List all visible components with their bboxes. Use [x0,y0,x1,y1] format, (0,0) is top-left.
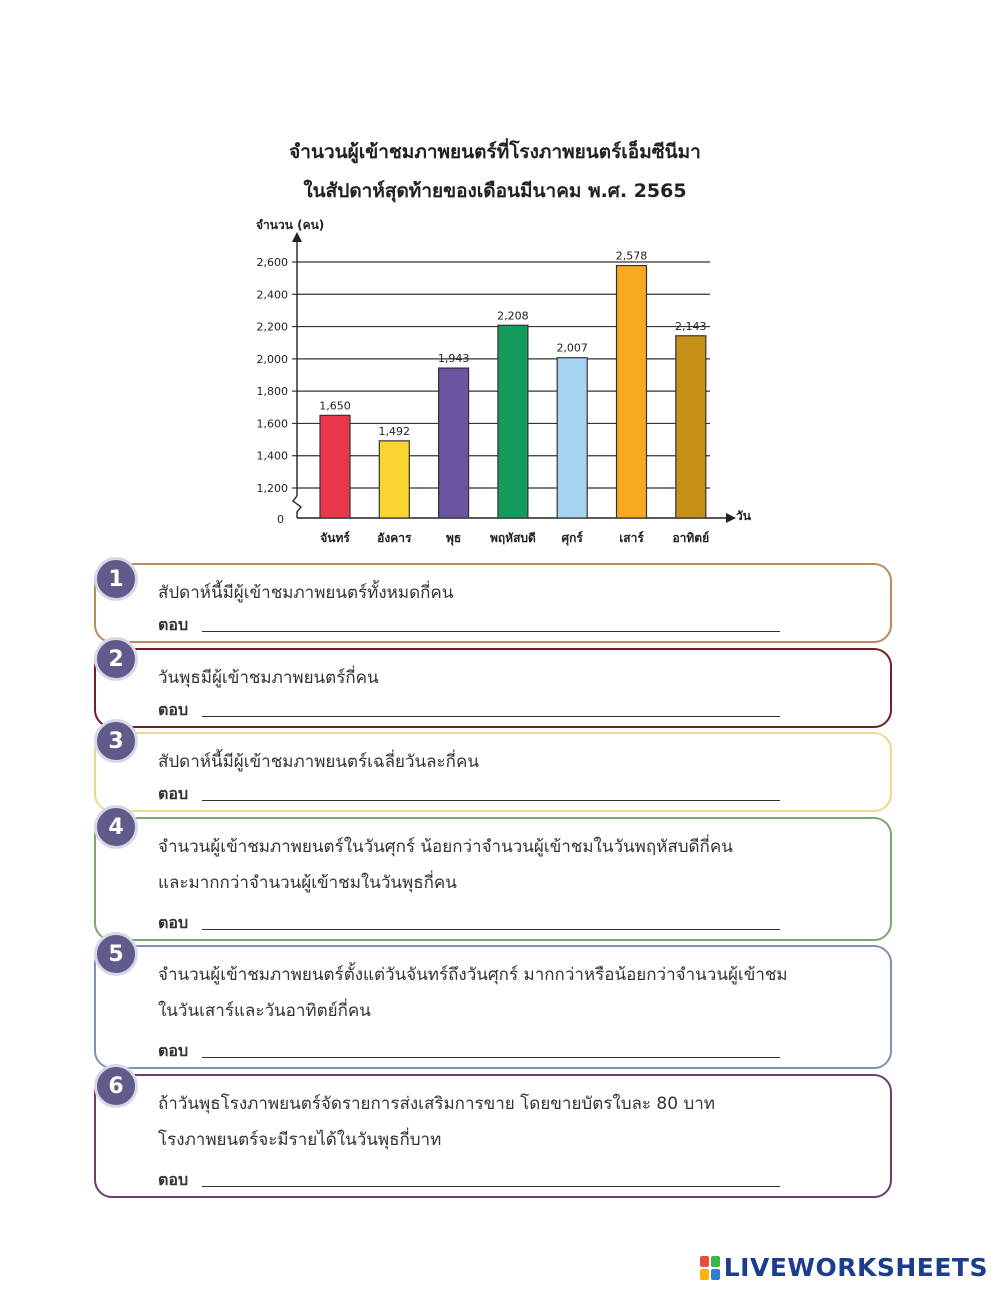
x-category-label-2: อังคาร [377,531,412,545]
liveworksheets-logo [700,1253,988,1282]
logo-square [700,1269,709,1280]
question-number-badge: 5 [94,932,138,976]
answer-label: ตอบ [158,615,189,634]
x-category-label-5: ศุกร์ [561,531,583,545]
data-label-4: 2,208 [497,309,529,323]
logo-square [700,1256,709,1267]
axis-break [293,496,301,518]
answer-label: ตอบ [158,1170,189,1189]
question-text: สัปดาห์นี้มีผู้เข้าชมภาพยนตร์ทั้งหมดกี่คน [158,583,454,603]
question-number-badge: 3 [94,719,138,763]
answer-label: ตอบ [158,1041,189,1060]
y-tick-label: 1,400 [256,449,288,463]
chart-title-line2: ในสัปดาห์สุดท้ายของเดือนมีนาคม พ.ศ. 2565 [303,180,687,202]
logo-square [711,1256,720,1267]
logo-icon [700,1256,720,1280]
y-axis-arrow [292,232,302,242]
data-label-7: 2,143 [675,319,707,333]
x-category-label-4: พฤหัสบดี [489,531,536,545]
y-tick-label: 2,200 [256,320,288,334]
question-number-badge: 4 [94,805,138,849]
question-card-4 [94,817,892,941]
answer-label: ตอบ [158,784,189,803]
y-axis-label: จำนวน (คน) [256,218,325,232]
question-card-3 [94,732,892,812]
bar-chart [230,212,770,552]
data-label-5: 2,007 [556,341,588,355]
question-text: วันพุธมีผู้เข้าชมภาพยนตร์กี่คน [158,668,379,688]
answer-label: ตอบ [158,913,189,932]
bar-2 [379,441,409,518]
y-zero-label: 0 [277,513,284,526]
logo-text: LIVEWORKSHEETS [723,1253,988,1282]
bar-5 [557,358,587,518]
question-text: สัปดาห์นี้มีผู้เข้าชมภาพยนตร์เฉลี่ยวันละกี่คน [158,752,479,772]
logo-square [711,1269,720,1280]
question-number-badge: 6 [94,1064,138,1108]
data-label-2: 1,492 [378,424,411,438]
y-tick-label: 2,600 [256,256,288,269]
question-text: ถ้าวันพุธโรงภาพยนตร์จัดรายการส่งเสริมการขาย โดยขายบัตรใบละ 80 บาท [158,1094,716,1114]
question-text: จำนวนผู้เข้าชมภาพยนตร์ในวันศุกร์ น้อยกว่าจำนวนผู้เข้าชมในวันพฤหัสบดีกี่คน [158,837,733,857]
answer-input-2[interactable] [202,694,780,717]
x-category-label-7: อาทิตย์ [672,531,710,545]
x-axis-arrow [726,513,736,523]
y-tick-label: 2,400 [256,288,288,302]
answer-label: ตอบ [158,700,189,719]
data-label-3: 1,943 [437,352,470,366]
answer-input-4[interactable] [202,907,780,930]
answer-input-6[interactable] [202,1164,780,1187]
y-tick-label: 2,000 [256,352,288,366]
y-tick-label: 1,200 [256,482,288,495]
answer-input-1[interactable] [202,609,780,632]
x-category-label-6: เสาร์ [619,531,644,545]
question-text: และมากกว่าจำนวนผู้เข้าชมในวันพุธกี่คน [158,873,457,893]
question-number-badge: 1 [94,557,138,601]
question-card-6 [94,1074,892,1198]
question-text: จำนวนผู้เข้าชมภาพยนตร์ตั้งแต่วันจันทร์ถึงวันศุกร์ มากกว่าหรือน้อยกว่าจำนวนผู้เข้าชม [158,965,788,985]
chart-title-line1: จำนวนผู้เข้าชมภาพยนตร์ที่โรงภาพยนตร์เอ็มซีนีมา [289,141,701,163]
question-number-badge: 2 [94,637,138,681]
x-axis-label: วัน [736,509,751,523]
question-card-5 [94,945,892,1069]
bar-6 [617,266,647,518]
bar-7 [676,336,706,518]
question-text: ในวันเสาร์และวันอาทิตย์กี่คน [158,1001,371,1021]
bar-3 [439,368,469,518]
question-card-1 [94,563,892,643]
answer-input-5[interactable] [202,1035,780,1058]
question-card-2 [94,648,892,728]
x-category-label-1: จันทร์ [320,531,350,545]
data-label-1: 1,650 [319,399,351,413]
x-category-label-3: พุธ [445,531,462,545]
data-label-6: 2,578 [615,249,648,263]
y-tick-label: 1,800 [256,385,288,399]
bar-1 [320,415,350,518]
bar-4 [498,325,528,518]
answer-input-3[interactable] [202,778,780,801]
y-tick-label: 1,600 [256,417,288,431]
question-text: โรงภาพยนตร์จะมีรายได้ในวันพุธกี่บาท [158,1130,442,1150]
